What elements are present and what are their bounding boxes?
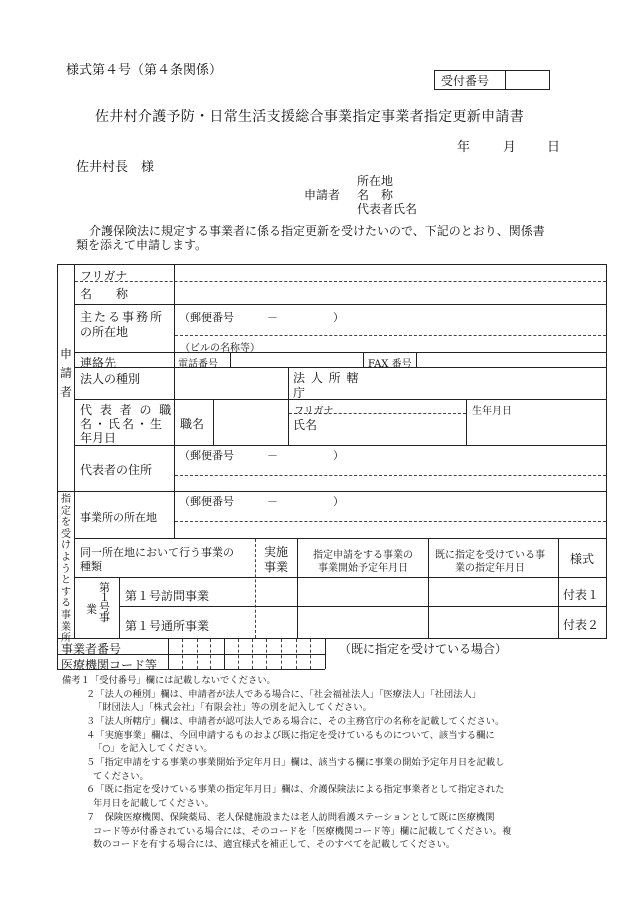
corp-office-label-line2: 庁 [293,386,306,400]
medical-code-field[interactable] [170,655,324,668]
phone-field[interactable] [232,353,362,366]
applicant-label: 申請者 [304,188,341,202]
receipt-number-label: 受付番号 [441,74,490,88]
row1-start-field[interactable] [299,579,427,605]
group-label-right: 第 １ 号 事 [99,581,110,624]
birth-field[interactable] [468,415,604,444]
note-6a: ６「既に指定を受けている事業の指定年月日」欄は、介護保険法による指定事業者として指定された [86,784,505,795]
row1-service: 第１号訪問事業 [125,589,210,603]
corp-office-field[interactable] [350,369,604,398]
note-2b: 「財団法人」「株式会社」「有限会社」等の別を記入してください。 [93,702,372,713]
note-5a: ５「指定申請をする事業の事業開始予定年月日」欄は、該当する欄に事業の開始予定年月日を記載し [86,757,505,768]
business-no-field[interactable] [170,640,324,653]
row2-form: 付表２ [563,618,600,632]
note-2a: ２「法人の種別」欄は、申請者が法人である場合に、「社会福祉法人」「医療法人」「社団法人」 [86,689,482,700]
row1-existing-field[interactable] [430,579,557,605]
receipt-number-field[interactable] [507,71,547,88]
intro-line-1: 介護保険法に規定する事業者に係る指定更新を受けたいので、下記のとおり、関係書 [89,224,545,238]
col-impl-line1: 実施 [264,545,289,559]
birth-label: 生年月日 [472,406,512,417]
applicant-name-label: 名 称 [357,188,394,202]
corp-type-field[interactable] [176,369,286,398]
note-4a: ４「実施事業」欄は、今回申請するものおよび既に指定を受けているものについて、該当する欄に [86,730,495,741]
col-start-line2: 事業開始予定年月日 [318,563,408,574]
applicant-rep-label: 代表者氏名 [357,202,418,216]
business-no-label: 事業者番号 [61,642,122,656]
applicant-address-label: 所在地 [357,174,394,188]
contact-label: 連絡先 [80,356,117,370]
rep-label-line1: 代 表 者 の 職 [80,403,174,417]
row1-impl-field[interactable] [257,579,296,605]
row2-impl-field[interactable] [257,608,296,637]
note-5b: てください。 [93,771,149,782]
office-building[interactable]: （ビルの名称等） [180,343,260,354]
col-existing-line2: 業の指定年月日 [455,563,525,574]
position-label: 職名 [180,417,205,431]
col-form: 様式 [570,552,595,566]
business-no-note: （既に指定を受けている場合） [339,642,508,656]
rep-label-line3: 年月日 [80,431,117,445]
medical-code-label: 医療機関コード等 [61,658,158,672]
page-title: 佐井村介護予防・日常生活支援総合事業指定事業者指定更新申請書 [95,109,524,125]
rep-name-label: 氏名 [293,418,318,432]
note-6b: 年月日を記載してください。 [93,798,214,809]
corp-office-label-line1: 法 人 所 轄 [293,371,360,385]
target-side-label: 指定を受けようとする事業所 [61,494,71,645]
row2-service: 第１号通所事業 [125,619,210,633]
row2-start-field[interactable] [299,608,427,637]
note-4b: 「○」を記入してください。 [93,743,213,754]
rep-address-label: 代表者の住所 [80,463,153,477]
phone-label: 電話番号 [178,359,218,370]
applicant-side-label: 申請者 [60,347,73,399]
rep-address-postal[interactable]: （郵便番号 － ） [179,449,344,462]
note-7b: コード等が付番されている場合には、そのコードを「医療機関コード等」欄に記載してください。複 [93,826,512,837]
date-month: 月 [503,140,517,155]
col-impl-line2: 事業 [264,560,289,574]
row1-form: 付表１ [563,588,600,602]
form-number: 様式第４号（第４条関係） [66,63,223,78]
group-label-left: 業 [86,603,97,616]
furigana-label: フリガナ [80,269,128,283]
col-service-line2: 種類 [80,560,102,573]
rep-name-field[interactable] [320,415,464,444]
col-service-line1: 同一所在地において行う事業の [80,546,234,559]
fax-label: FAX 番号 [368,359,412,370]
position-field[interactable] [215,401,287,444]
furigana-field[interactable] [176,266,604,280]
col-start-line1: 指定申請をする事業の [313,550,413,561]
office-postal[interactable]: （郵便番号 － ） [179,311,344,324]
target-address-postal[interactable]: （郵便番号 － ） [179,495,344,508]
col-existing-line1: 既に指定を受けている事 [435,550,545,561]
date-day: 日 [547,140,561,155]
target-address-label: 事業所の所在地 [80,511,157,524]
date-year: 年 [457,140,471,155]
note-7a: ７ 保険医療機関、保険薬局、老人保健施設または老人訪問看護ステーションとして既に医療機関 [86,812,495,823]
rep-furigana-label: フリガナ [294,406,334,417]
office-label-line2: の所在地 [80,325,129,339]
row2-existing-field[interactable] [430,608,557,637]
name-field[interactable] [176,283,604,303]
addressee: 佐井村長 様 [76,160,155,175]
note-7c: 数のコードを有する場合には、適宜様式を補正して、そのすべてを記載してください。 [93,839,456,850]
note-1: 備考１「受付番号」欄には記載しないでください。 [62,675,276,686]
rep-label-line2: 名・氏名・生 [80,417,165,431]
corp-type-label: 法人の種別 [80,372,141,386]
intro-line-2: 類を添えて申請します。 [76,238,208,252]
office-label-line1: 主たる事務所 [80,310,165,324]
fax-field[interactable] [418,353,604,366]
name-label: 名 称 [80,287,129,301]
note-3: ３「法人所轄庁」欄は、申請者が認可法人である場合に、その主務官庁の名称を記載してください。 [86,716,505,727]
